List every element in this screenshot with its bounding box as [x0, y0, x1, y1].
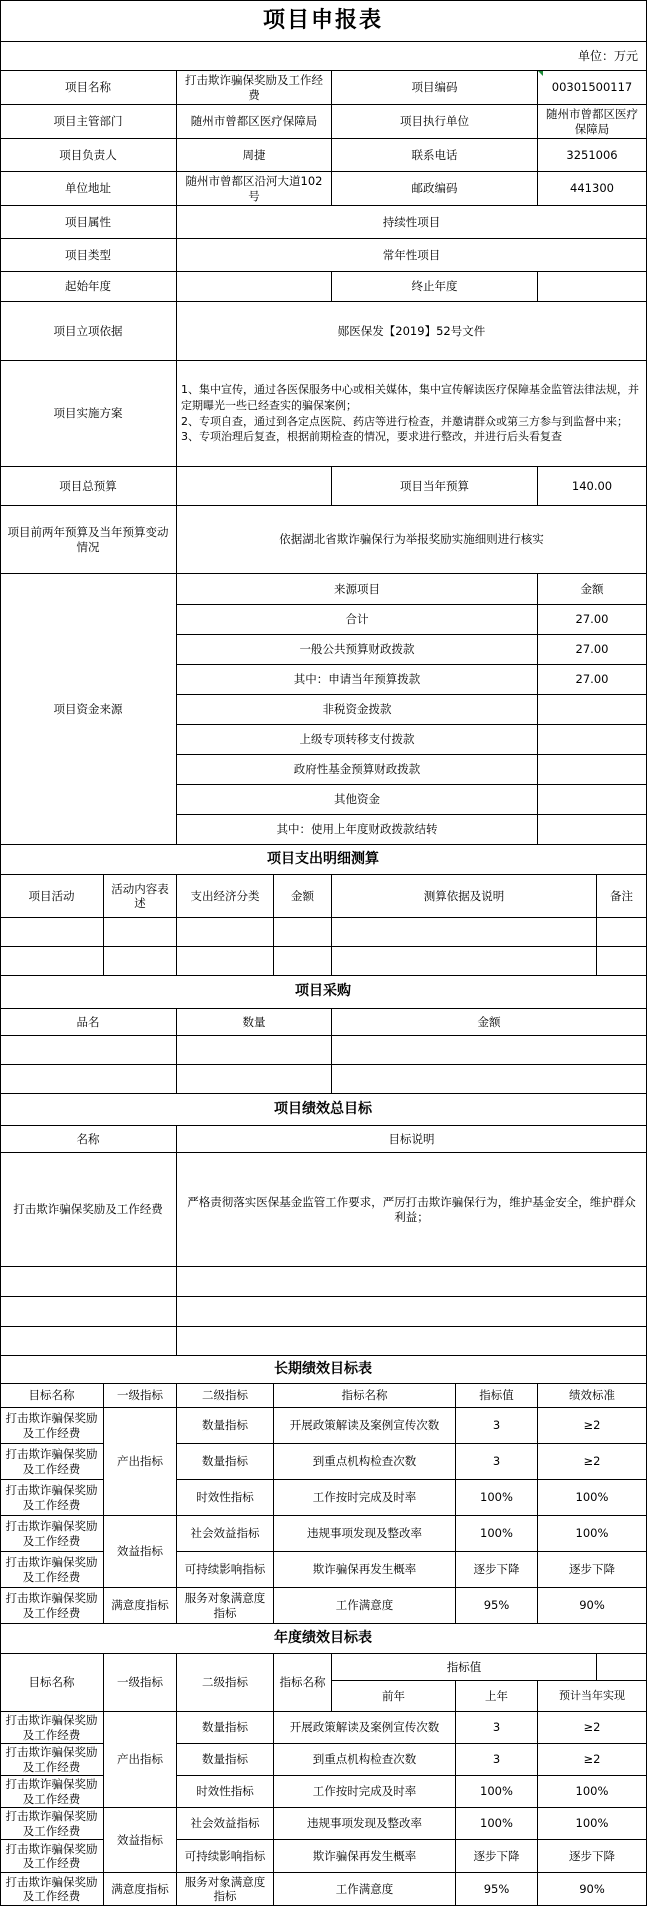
funding-row-amount: 27.00 — [538, 605, 647, 635]
goal-cell — [0, 1297, 177, 1327]
annual-indicator: 工作按时完成及时率 — [274, 1776, 456, 1808]
budget-change-value: 依据湖北省欺诈骗保行为举报奖励实施细则进行核实 — [177, 506, 647, 574]
long-term-goal-name: 打击欺诈骗保奖励及工作经费 — [0, 1588, 104, 1624]
total-budget-value — [177, 467, 332, 506]
funding-row-amount — [538, 725, 647, 755]
annual-indicator: 开展政策解读及案例宣传次数 — [274, 1712, 456, 1744]
annual-l2: 时效性指标 — [177, 1776, 274, 1808]
annual-header-prev: 上年 — [456, 1681, 538, 1712]
phone-label: 联系电话 — [332, 139, 538, 172]
annual-l1: 满意度指标 — [104, 1873, 177, 1906]
goal-section-title: 项目绩效总目标 — [0, 1094, 647, 1126]
long-term-value: 逐步下降 — [456, 1552, 538, 1588]
long-term-goal-name: 打击欺诈骗保奖励及工作经费 — [0, 1516, 104, 1552]
long-term-l2: 社会效益指标 — [177, 1516, 274, 1552]
expense-cell — [104, 947, 177, 976]
annual-header-value: 指标值 — [332, 1654, 597, 1681]
goal-cell — [177, 1297, 647, 1327]
annual-header-l1: 一级指标 — [104, 1654, 177, 1712]
expense-cell — [104, 918, 177, 947]
expense-header-content: 活动内容表述 — [104, 875, 177, 918]
plan-value: 1、集中宣传，通过各医保服务中心或相关媒体，集中宣传解读医疗保障基金监管法律法规，并定期曝光一些已经查实的骗保案例； 2、专项自查，通过到各定点医院、药店等进行检查，并邀请群众或第三方参与到监督中来； 3、专项治理后复查，根据前期检查的情况，要求进行整改，并进行后头看复查 — [177, 361, 647, 467]
annual-prev: 95% — [456, 1873, 538, 1906]
owner-label: 项目负责人 — [0, 139, 177, 172]
funding-row-source: 合计 — [177, 605, 538, 635]
goal-header-name: 名称 — [0, 1126, 177, 1153]
purchase-header-name: 品名 — [0, 1009, 177, 1036]
long-term-header-l2: 二级指标 — [177, 1384, 274, 1408]
annual-prev: 3 — [456, 1712, 538, 1744]
purchase-cell — [332, 1036, 647, 1065]
long-term-goal-name: 打击欺诈骗保奖励及工作经费 — [0, 1408, 104, 1444]
project-name-label: 项目名称 — [0, 71, 177, 105]
annual-prev: 逐步下降 — [456, 1840, 538, 1873]
expense-header-basis: 测算依据及说明 — [332, 875, 597, 918]
annual-indicator: 违规事项发现及整改率 — [274, 1808, 456, 1840]
address-value: 随州市曾都区沿河大道102号 — [177, 172, 332, 206]
annual-header-prev2: 前年 — [332, 1681, 456, 1712]
long-term-value: 95% — [456, 1588, 538, 1624]
type-label: 项目类型 — [0, 239, 177, 272]
exec-unit-label: 项目执行单位 — [332, 105, 538, 139]
goal-cell — [0, 1327, 177, 1356]
expense-cell — [0, 918, 104, 947]
end-year-label: 终止年度 — [332, 272, 538, 302]
annual-cur: 逐步下降 — [538, 1840, 647, 1873]
funding-row-amount — [538, 755, 647, 785]
annual-cur: 90% — [538, 1873, 647, 1906]
annual-l2: 可持续影响指标 — [177, 1840, 274, 1873]
annual-goal-name: 打击欺诈骗保奖励及工作经费 — [0, 1712, 104, 1744]
zip-value: 441300 — [538, 172, 647, 206]
annual-l2: 数量指标 — [177, 1744, 274, 1776]
annual-section-title: 年度绩效目标表 — [0, 1624, 647, 1654]
total-budget-label: 项目总预算 — [0, 467, 177, 506]
expense-cell — [274, 947, 332, 976]
funding-row-source: 其他资金 — [177, 785, 538, 815]
address-label: 单位地址 — [0, 172, 177, 206]
annual-cur: 100% — [538, 1776, 647, 1808]
project-code-label: 项目编码 — [332, 71, 538, 105]
long-term-header-goal: 目标名称 — [0, 1384, 104, 1408]
long-term-header-value: 指标值 — [456, 1384, 538, 1408]
expense-section-title: 项目支出明细测算 — [0, 845, 647, 875]
expense-header-activity: 项目活动 — [0, 875, 104, 918]
annual-prev: 3 — [456, 1744, 538, 1776]
long-term-standard: ≥2 — [538, 1444, 647, 1480]
annual-l2: 社会效益指标 — [177, 1808, 274, 1840]
annual-goal-name: 打击欺诈骗保奖励及工作经费 — [0, 1808, 104, 1840]
funding-row-source: 其中：使用上年度财政拨款结转 — [177, 815, 538, 845]
long-term-header-name: 指标名称 — [274, 1384, 456, 1408]
long-term-header-l1: 一级指标 — [104, 1384, 177, 1408]
exec-unit-value: 随州市曾都区医疗保障局 — [538, 105, 647, 139]
long-term-value: 3 — [456, 1444, 538, 1480]
long-term-standard: 100% — [538, 1480, 647, 1516]
annual-header-cur: 预计当年实现 — [538, 1681, 647, 1712]
annual-l1: 产出指标 — [104, 1712, 177, 1808]
owner-value: 周捷 — [177, 139, 332, 172]
long-term-indicator: 工作满意度 — [274, 1588, 456, 1624]
funding-row-source: 一般公共预算财政拨款 — [177, 635, 538, 665]
funding-row-amount — [538, 815, 647, 845]
annual-header-l2: 二级指标 — [177, 1654, 274, 1712]
long-term-goal-name: 打击欺诈骗保奖励及工作经费 — [0, 1444, 104, 1480]
expense-cell — [597, 947, 647, 976]
long-term-l2: 数量指标 — [177, 1408, 274, 1444]
expense-cell — [177, 947, 274, 976]
annual-cur: 100% — [538, 1808, 647, 1840]
project-name-value: 打击欺诈骗保奖励及工作经费 — [177, 71, 332, 105]
annual-prev: 100% — [456, 1808, 538, 1840]
annual-prev: 100% — [456, 1776, 538, 1808]
type-value: 常年性项目 — [177, 239, 647, 272]
basis-value: 郧医保发【2019】52号文件 — [177, 302, 647, 361]
funding-header-amount: 金额 — [538, 574, 647, 605]
purchase-header-amount: 金额 — [332, 1009, 647, 1036]
annual-goal-name: 打击欺诈骗保奖励及工作经费 — [0, 1840, 104, 1873]
goal-name: 打击欺诈骗保奖励及工作经费 — [0, 1153, 177, 1267]
budget-change-label: 项目前两年预算及当年预算变动情况 — [0, 506, 177, 574]
expense-cell — [0, 947, 104, 976]
long-term-indicator: 违规事项发现及整改率 — [274, 1516, 456, 1552]
cell-comment-marker-icon — [538, 71, 543, 76]
expense-cell — [597, 918, 647, 947]
long-term-l1: 效益指标 — [104, 1516, 177, 1588]
long-term-standard: ≥2 — [538, 1408, 647, 1444]
goal-desc: 严格责彻落实医保基金监管工作要求，严厉打击欺诈骗保行为，维护基金安全，维护群众利益； — [177, 1153, 647, 1267]
long-term-indicator: 开展政策解读及案例宣传次数 — [274, 1408, 456, 1444]
funding-row-source: 其中：申请当年预算拨款 — [177, 665, 538, 695]
unit-label: 单位：万元 — [0, 42, 647, 71]
long-term-standard: 逐步下降 — [538, 1552, 647, 1588]
long-term-l1: 产出指标 — [104, 1408, 177, 1516]
long-term-value: 100% — [456, 1480, 538, 1516]
long-term-l2: 时效性指标 — [177, 1480, 274, 1516]
funding-header-source: 来源项目 — [177, 574, 538, 605]
goal-header-desc: 目标说明 — [177, 1126, 647, 1153]
basis-label: 项目立项依据 — [0, 302, 177, 361]
expense-cell — [274, 918, 332, 947]
goal-cell — [177, 1267, 647, 1297]
start-year-value — [177, 272, 332, 302]
annual-l2: 服务对象满意度指标 — [177, 1873, 274, 1906]
long-term-l2: 数量指标 — [177, 1444, 274, 1480]
funding-row-source: 上级专项转移支付拨款 — [177, 725, 538, 755]
purchase-cell — [0, 1065, 177, 1094]
annual-goal-name: 打击欺诈骗保奖励及工作经费 — [0, 1873, 104, 1906]
annual-goal-name: 打击欺诈骗保奖励及工作经费 — [0, 1776, 104, 1808]
long-term-header-standard: 绩效标准 — [538, 1384, 647, 1408]
dept-label: 项目主管部门 — [0, 105, 177, 139]
purchase-cell — [177, 1065, 332, 1094]
attribute-value: 持续性项目 — [177, 206, 647, 239]
funding-row-amount: 27.00 — [538, 635, 647, 665]
year-budget-label: 项目当年预算 — [332, 467, 538, 506]
long-term-standard: 90% — [538, 1588, 647, 1624]
goal-cell — [177, 1327, 647, 1356]
plan-label: 项目实施方案 — [0, 361, 177, 467]
annual-header-name: 指标名称 — [274, 1654, 332, 1712]
long-term-value: 100% — [456, 1516, 538, 1552]
long-term-l2: 服务对象满意度指标 — [177, 1588, 274, 1624]
funding-row-amount — [538, 695, 647, 725]
expense-header-remark: 备注 — [597, 875, 647, 918]
long-term-standard: 100% — [538, 1516, 647, 1552]
expense-header-category: 支出经济分类 — [177, 875, 274, 918]
long-term-section-title: 长期绩效目标表 — [0, 1356, 647, 1384]
purchase-section-title: 项目采购 — [0, 976, 647, 1009]
expense-cell — [177, 918, 274, 947]
long-term-goal-name: 打击欺诈骗保奖励及工作经费 — [0, 1552, 104, 1588]
expense-cell — [332, 918, 597, 947]
form-title: 项目申报表 — [0, 0, 647, 42]
purchase-header-qty: 数量 — [177, 1009, 332, 1036]
long-term-indicator: 欺诈骗保再发生概率 — [274, 1552, 456, 1588]
annual-header-goal: 目标名称 — [0, 1654, 104, 1712]
funding-row-amount: 27.00 — [538, 665, 647, 695]
long-term-l2: 可持续影响指标 — [177, 1552, 274, 1588]
annual-l2: 数量指标 — [177, 1712, 274, 1744]
annual-indicator: 欺诈骗保再发生概率 — [274, 1840, 456, 1873]
long-term-indicator: 到重点机构检查次数 — [274, 1444, 456, 1480]
funding-row-amount — [538, 785, 647, 815]
zip-label: 邮政编码 — [332, 172, 538, 206]
long-term-value: 3 — [456, 1408, 538, 1444]
funding-row-source: 非税资金拨款 — [177, 695, 538, 725]
expense-cell — [332, 947, 597, 976]
funding-label: 项目资金来源 — [0, 574, 177, 845]
attribute-label: 项目属性 — [0, 206, 177, 239]
annual-indicator: 到重点机构检查次数 — [274, 1744, 456, 1776]
purchase-cell — [332, 1065, 647, 1094]
project-code-value: 00301500117 — [538, 71, 647, 105]
annual-header-blank — [597, 1654, 647, 1681]
year-budget-value: 140.00 — [538, 467, 647, 506]
long-term-indicator: 工作按时完成及时率 — [274, 1480, 456, 1516]
phone-value: 3251006 — [538, 139, 647, 172]
funding-row-source: 政府性基金预算财政拨款 — [177, 755, 538, 785]
dept-value: 随州市曾都区医疗保障局 — [177, 105, 332, 139]
annual-indicator: 工作满意度 — [274, 1873, 456, 1906]
annual-goal-name: 打击欺诈骗保奖励及工作经费 — [0, 1744, 104, 1776]
purchase-cell — [0, 1036, 177, 1065]
annual-cur: ≥2 — [538, 1712, 647, 1744]
annual-l1: 效益指标 — [104, 1808, 177, 1873]
long-term-goal-name: 打击欺诈骗保奖励及工作经费 — [0, 1480, 104, 1516]
end-year-value — [538, 272, 647, 302]
start-year-label: 起始年度 — [0, 272, 177, 302]
purchase-cell — [177, 1036, 332, 1065]
expense-header-amount: 金额 — [274, 875, 332, 918]
annual-cur: ≥2 — [538, 1744, 647, 1776]
long-term-l1: 满意度指标 — [104, 1588, 177, 1624]
goal-cell — [0, 1267, 177, 1297]
